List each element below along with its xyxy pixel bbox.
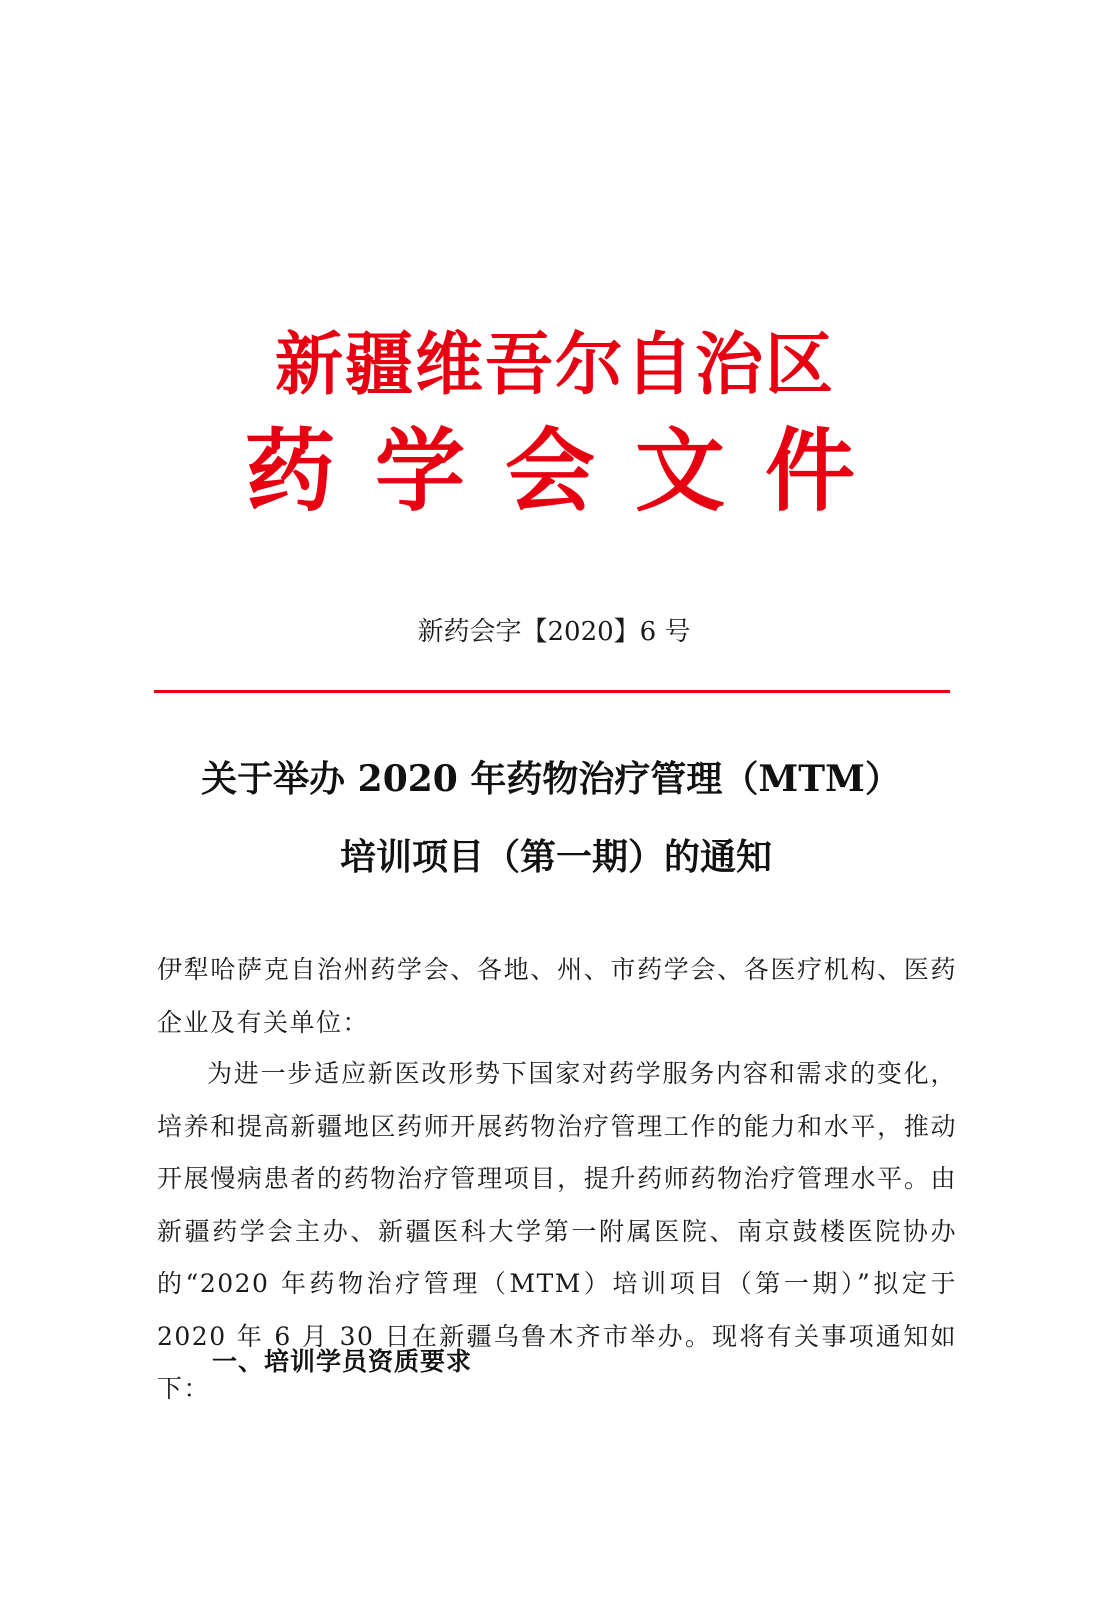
notice-title-line1: 关于举办 2020 年药物治疗管理（MTM）	[201, 758, 901, 800]
masthead-document-type: 药学会文件	[245, 419, 895, 524]
salutation	[157, 944, 957, 1049]
masthead-organization: 新疆维吾尔自治区	[274, 326, 835, 405]
document-number: 新药会字【2020】6 号	[417, 617, 691, 647]
salutation-text: 伊犁哈萨克自治州药学会、各地、州、市药学会、各医疗机构、医药企业及有关单位：	[157, 955, 957, 1037]
red-divider-line	[154, 690, 950, 693]
notice-title-line2: 培训项目（第一期）的通知	[339, 836, 772, 878]
section-heading: 一、培训学员资质要求	[212, 1347, 473, 1376]
paragraph-text: 为进一步适应新医改形势下国家对药学服务内容和需求的变化，培养和提高新疆地区药师开展药物治疗管理工作的能力和水平，推动开展慢病患者的药物治疗管理项目，提升药师药物治疗管理水平。由新疆药学会主办、新疆医科大学第一附属医院、南京鼓楼医院协办的“2020 年药物治疗管理（MTM）培训项目（第一期）”拟定于 2020 年 6 月 30 日在新疆乌鲁木齐市举办。现将有关事项通知如下：	[157, 1059, 957, 1403]
